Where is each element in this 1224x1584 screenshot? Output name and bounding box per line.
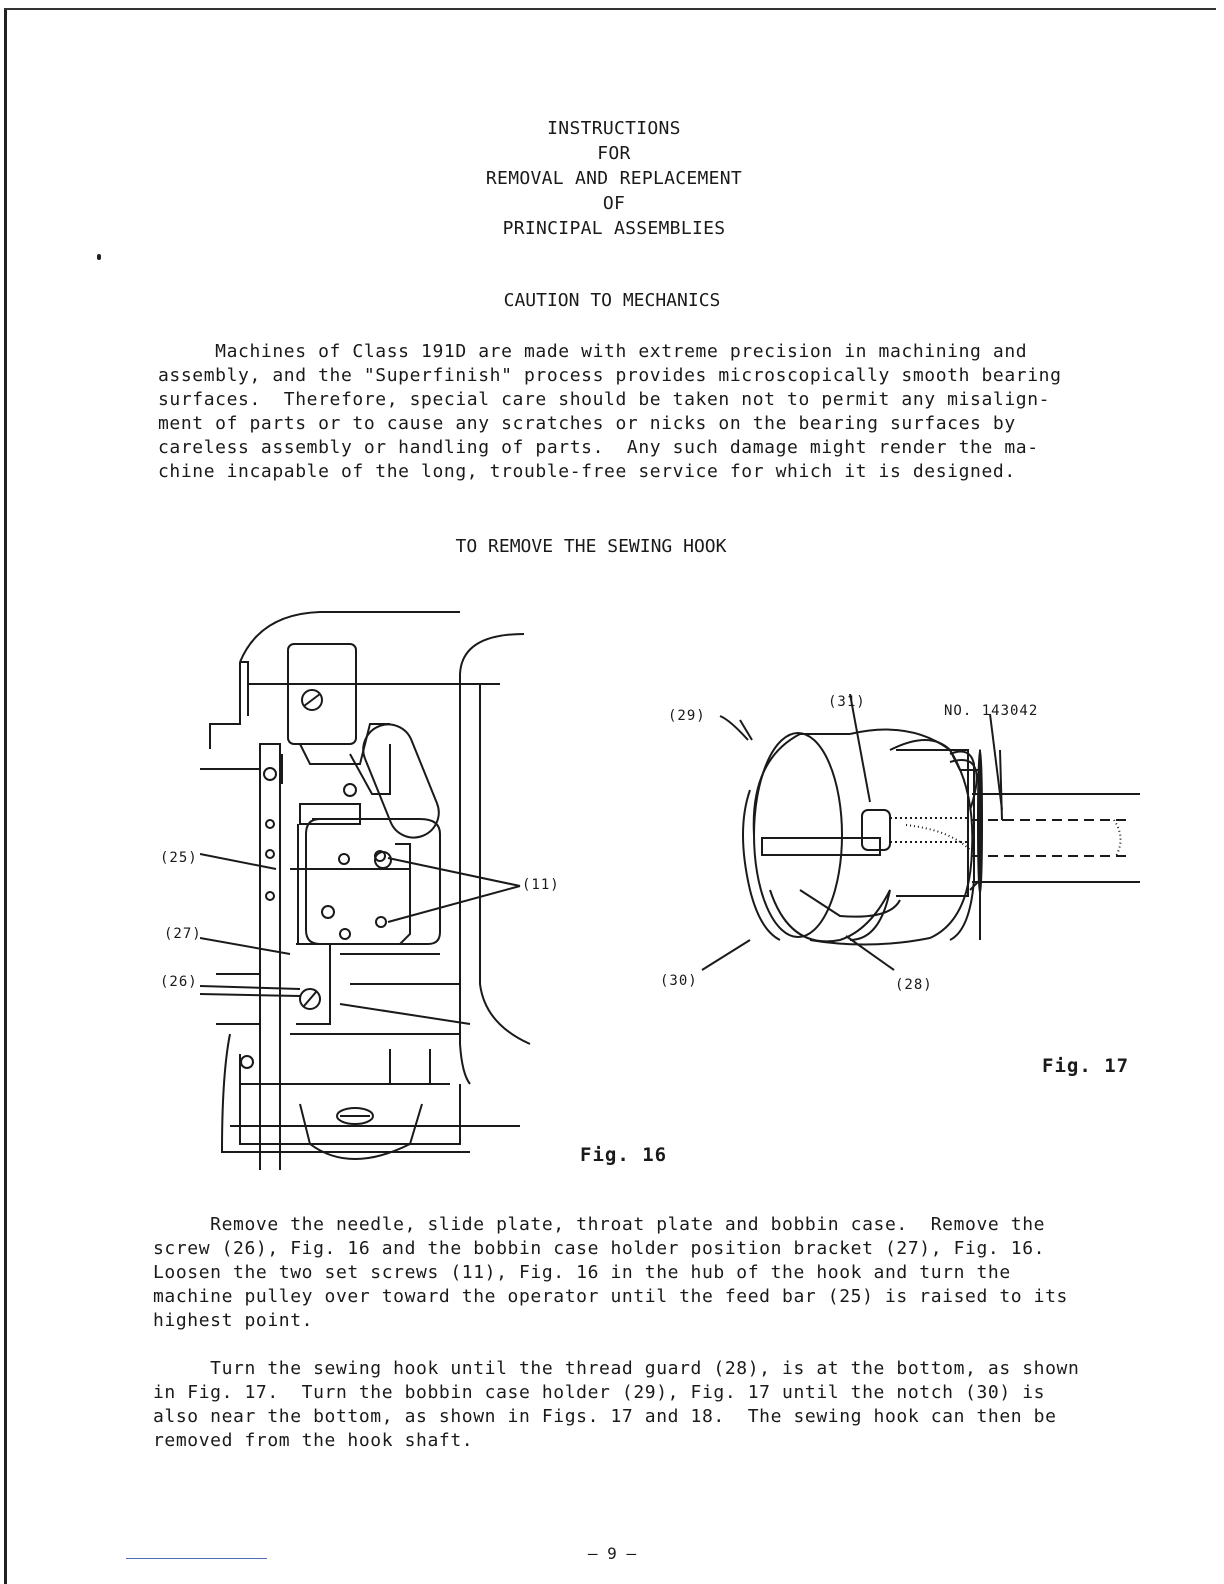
title-line: FOR [597,143,631,164]
body-line: Turn the sewing hook until the thread guard (28), is at the bottom, as shown [153,1358,1080,1379]
part-number: NO. 143042 [944,703,1039,719]
page-left-edge [4,8,7,1584]
figure-16-label: Fig. 16 [580,1144,668,1166]
page-number: — 9 — [587,1544,637,1563]
caution-line: surfaces. Therefore, special care should be taken not to permit any misalign- [158,389,1051,410]
caution-line: assembly, and the "Superfinish" process provides microscopically smooth bearing [158,365,1062,386]
body-line: Loosen the two set screws (11), Fig. 16 in the hub of the hook and turn the [153,1262,1011,1283]
caution-heading: CAUTION TO MECHANICS [503,290,721,311]
callout-30: (30) [660,973,698,989]
body-line: machine pulley over toward the operator until the feed bar (25) is raised to its [153,1286,1068,1307]
figure-17-label: Fig. 17 [1042,1055,1130,1077]
title-line: REMOVAL AND REPLACEMENT [485,168,743,189]
section-heading: TO REMOVE THE SEWING HOOK [455,536,727,557]
caution-line: Machines of Class 191D are made with extreme precision in machining and [158,341,1028,362]
callout-29: (29) [668,708,706,724]
body-line: also near the bottom, as shown in Figs. 17 and 18. The sewing hook can then be [153,1406,1057,1427]
document-title [0,116,1224,241]
page-top-edge [4,8,1216,10]
caution-line: chine incapable of the long, trouble-free service for which it is designed. [158,461,1016,482]
callout-27: (27) [164,926,202,942]
title-line: INSTRUCTIONS [547,118,681,139]
callout-28: (28) [895,977,933,993]
body-line: screw (26), Fig. 16 and the bobbin case holder position bracket (27), Fig. 16. [153,1238,1046,1259]
margin-mark [97,254,101,260]
title-line: PRINCIPAL ASSEMBLIES [502,218,726,239]
body-line: highest point. [153,1310,314,1331]
body-line: Remove the needle, slide plate, throat plate and bobbin case. Remove the [153,1214,1046,1235]
body-line: in Fig. 17. Turn the bobbin case holder (29), Fig. 17 until the notch (30) is [153,1382,1046,1403]
title-line: OF [602,193,626,214]
body-line: removed from the hook shaft. [153,1430,474,1451]
figure-16-drawing [200,604,540,1170]
figure-17-drawing [650,690,1150,1000]
caution-line: careless assembly or handling of parts. Any such damage might render the ma- [158,437,1039,458]
callout-26: (26) [160,974,198,990]
callout-11: (11) [522,877,560,893]
callout-25: (25) [160,850,198,866]
callout-31: (31) [828,694,866,710]
caution-line: ment of parts or to cause any scratches or nicks on the bearing surfaces by [158,413,1016,434]
bottom-rule [126,1558,267,1559]
